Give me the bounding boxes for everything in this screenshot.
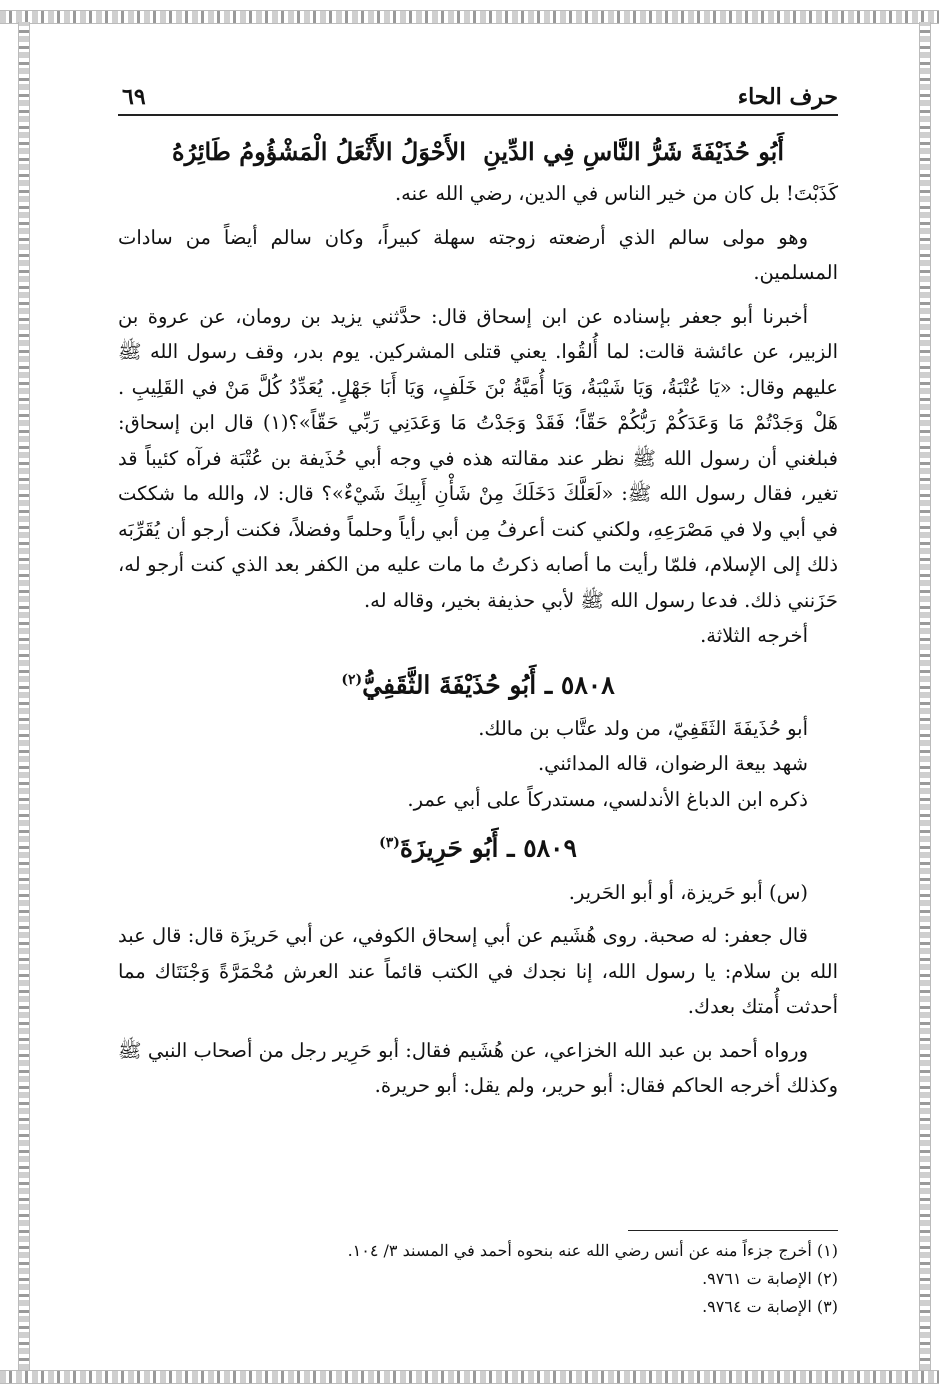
paragraph-mawla: وهو مولى سالم الذي أرضعته زوجته سهلة كبيراً، وكان سالم أيضاً من سادات المسلمين. xyxy=(118,225,838,284)
page-border-bottom xyxy=(0,1370,939,1384)
entry-5808-line: شهد بيعة الرضوان، قاله المدائني. xyxy=(537,752,808,776)
footnotes xyxy=(118,1230,838,1321)
footnote-separator xyxy=(628,1230,838,1231)
entry-5808-line: ذكره ابن الدباغ الأندلسي، مستدركاً على أبي عمر. xyxy=(407,787,808,811)
footnote-3: (٣) الإصابة ت ٩٧٦٤. xyxy=(702,1297,838,1316)
entry-heading-5809 xyxy=(118,817,838,874)
entry-5809-line: (س) أبو حَريزة، أو أبو الحَرير. xyxy=(568,880,808,904)
entry-heading-5809-text: ٥٨٠٩ ـ أَبُو حَرِيزَةَ xyxy=(399,833,577,863)
poetry-verse xyxy=(118,128,838,176)
entry-heading-5808-text: ٥٨٠٨ ـ أَبُو حُذَيْفَةَ الثَّقَفِيُّ xyxy=(362,669,615,699)
footnote-ref-2: (٢) xyxy=(341,671,363,688)
page-border-right xyxy=(919,22,931,1370)
entry-5808-line: أبو حُذَيفَةَ الثَقَفِيّ، من ولد عتَّاب بن مالك. xyxy=(478,716,808,740)
entry-5809-line: قال جعفر: له صحبة. روى هُشَيم عن أبي إسحاق الكوفي، عن أبي حَريزَة قال: قال عبد الله بن سلام: يا رسول الله، إنا نجدك في الكتب قائماً عند العرش مُحْمَرَّةً وَجْنَتَاك مما أحدثت أُمتك بعدك. xyxy=(118,924,838,1019)
verse-second-hemistich: الأَحْوَلُ الأَثْعَلُ الْمَشْؤُومُ طَائِرُهُ xyxy=(172,137,466,166)
footnote-ref-3: (٣) xyxy=(379,835,400,852)
page-border-left xyxy=(18,22,30,1370)
page-body xyxy=(118,128,838,1104)
entry-heading-5808 xyxy=(118,654,838,711)
verse-first-hemistich: أَبُو حُذَيْفَةَ شَرُّ النَّاسِ فِي الدِّينِ xyxy=(483,137,784,166)
paragraph-takhrij: أخرجه الثلاثة. xyxy=(700,624,808,647)
running-title: حرف الحاء xyxy=(737,84,838,110)
page-header xyxy=(118,82,838,116)
paragraph-narration: أخبرنا أبو جعفر بإسناده عن ابن إسحاق قال: حدَّثني يزيد بن رومان، عن عروة بن الزبير، عن عائشة قالت: لما أُلقُوا. يعني قتلى المشركين. يوم بدر، وقف رسول الله ﷺ عليهم وقال: «يَا عُتْبَةُ، وَيَا شَيْبَةُ، وَيَا أُمَيَّةُ بْنَ خَلَفٍ، وَيَا أَبَا جَهْلٍ. يُعَدِّدُ كُلَّ مَنْ في القَلِيبِ . هَلْ وَجَدْتُمْ مَا وَعَدَكُمْ رَبُّكُمْ حَقّاً؛ فَقَدْ وَجَدْتُ مَا وَعَدَنِي رَبِّي حَقّاً»؟(١) قال ابن إسحاق: فبلغني أن رسول الله ﷺ نظر عند مقالته هذه في وجه أبي حُذَيفة بن عُتْبَة فرآه كئيباً قد تغير، فقال رسول الله ﷺ: «لَعَلَّكَ دَخَلَكَ مِنْ شَأْنِ أَبِيكَ شَيْءٌ»؟ قال: لا، والله ما شككت في أبي ولا في مَصْرَعِهِ، ولكني كنت أعرفُ مِن أبي رأياً وحلماً وفضلاً، فكنت أرجو أن يُقَرِّبَه ذلك إلى الإسلام، فلمّا رأيت ما أصابه ذكرتُ ما مات عليه من الكفر بعد الذي كنت أرجو له، حَزَنني ذلك. فدعا رسول الله ﷺ لأبي حذيفة بخير، وقاله له. xyxy=(118,304,838,612)
footnote-1: (١) أخرج جزءاً منه عن أنس رضي الله عنه بنحوه أحمد في المسند ٣/ ١٠٤. xyxy=(347,1241,838,1260)
page-number: ٦٩ xyxy=(122,84,146,110)
footnote-2: (٢) الإصابة ت ٩٧٦١. xyxy=(702,1269,838,1288)
entry-5809-line: ورواه أحمد بن عبد الله الخزاعي، عن هُشَيم فقال: أبو حَرِير رجل من أصحاب النبي ﷺ وكذلك أخرجه الحاكم فقال: أبو حرير، ولم يقل: أبو حريرة. xyxy=(118,1038,838,1098)
page-border-top xyxy=(0,10,939,24)
paragraph-refutation: كَذَبْتَ! بل كان من خير الناس في الدين، رضي الله عنه. xyxy=(394,182,838,205)
